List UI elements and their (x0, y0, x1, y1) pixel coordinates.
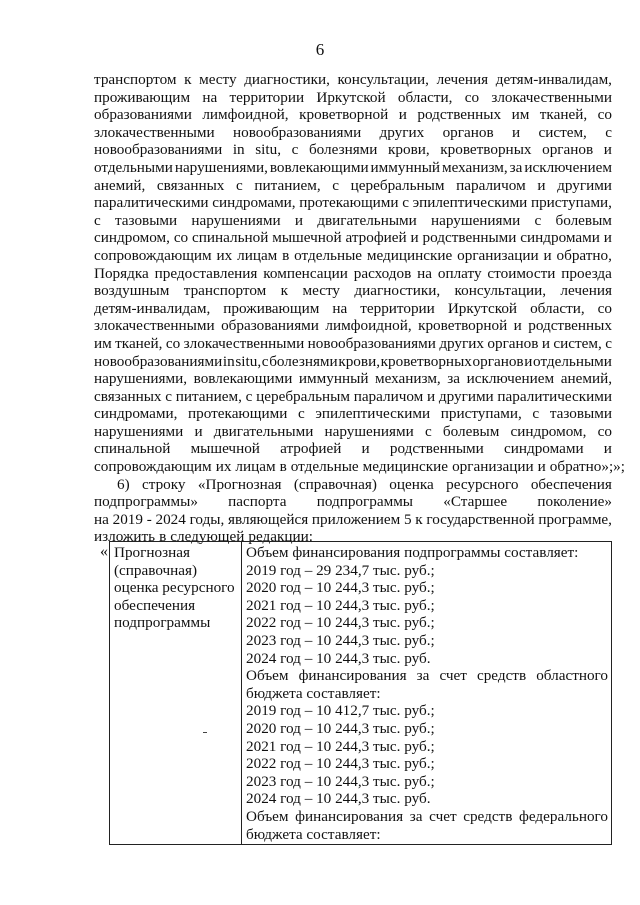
value-line: 2021 год – 10 244,3 тыс. руб.; (246, 737, 435, 755)
value-line: 2022 год – 10 244,3 тыс. руб.; (246, 614, 435, 632)
page-number: 6 (315, 40, 325, 59)
text-line: сопровождающим их лицам в отдельные медицинские организации и обратно, (94, 246, 612, 264)
value-line: 2022 год – 10 244,3 тыс. руб.; (246, 755, 435, 773)
paragraph-2 (94, 476, 612, 546)
value-line: 2021 год – 10 244,3 тыс. руб.; (246, 596, 435, 614)
label-line: (справочная) (114, 561, 198, 579)
value-line: 2024 год – 10 244,3 тыс. руб. (246, 649, 431, 667)
text-line: им тканей, со злокачественными новообразованиями других органов и систем, с (94, 334, 612, 352)
text-line: сопровождающим их лицам в отдельные медицинские организации и обратно»;»; (94, 458, 625, 476)
value-line: Объем финансирования за счет средств федерального (246, 807, 608, 825)
text-line: с тазовыми нарушениями и двигательными нарушениями с болевым (94, 211, 612, 229)
value-line: 2023 год – 10 244,3 тыс. руб.; (246, 772, 435, 790)
value-line: 2024 год – 10 244,3 тыс. руб. (246, 790, 431, 808)
text-line: паралитическими синдромами, протекающими с эпилептическими приступами, (94, 194, 612, 212)
text-line: связанных с питанием, с церебральным параличом и другими паралитическими (94, 387, 612, 405)
text-line: транспортом к месту диагностики, консультации, лечения детям-инвалидам, (94, 71, 612, 88)
text-line: анемий, связанных с питанием, с церебральным параличом и другими (94, 176, 612, 194)
value-line: Объем финансирования за счет средств областного (246, 667, 608, 685)
label-line: обеспечения (114, 596, 196, 614)
text-line: воздушным транспортом к месту диагностики, консультации, лечения (94, 282, 612, 300)
value-line: Объем финансирования подпрограммы составляет: (246, 544, 579, 561)
text-line: злокачественными образованиями лимфоидной, кроветворной и родственных (94, 317, 612, 335)
text-line: новообразованиями in situ, с болезнями крови, кроветворных органов и отдельными (94, 352, 612, 370)
text-line: синдромом, со спинальной мышечной атрофией и родственными синдромами и (94, 229, 612, 247)
text-line: изложить в следующей редакции: (94, 528, 313, 546)
value-line: 2019 год – 10 412,7 тыс. руб.; (246, 702, 435, 720)
text-line: Порядка предоставления компенсации расходов на оплату стоимости проезда (94, 264, 612, 282)
text-line: злокачественными новообразованиями других органов и систем, с (94, 123, 612, 141)
text-line: подпрограммы» паспорта подпрограммы «Старшее поколение» (94, 493, 612, 511)
text-line: синдромами, протекающими с эпилептическими приступами, с тазовыми (94, 405, 612, 423)
label-line: подпрограммы (114, 614, 211, 632)
text-line: образованиями лимфоидной, кроветворной и родственных им тканей, со (94, 106, 612, 124)
text-line: спинальной мышечной атрофией и родственными синдромами и (94, 440, 612, 458)
value-line: 2020 год – 10 244,3 тыс. руб.; (246, 719, 435, 737)
paragraph-1 (94, 71, 625, 476)
opening-quote-mark: « (100, 543, 108, 560)
text-line: нарушениями и двигательными нарушениями с болевым синдромом, со (94, 422, 612, 440)
text-line: проживающим на территории Иркутской области, со злокачественными (94, 88, 612, 106)
value-line: 2023 год – 10 244,3 тыс. руб.; (246, 631, 435, 649)
value-line: бюджета составляет: (246, 684, 381, 702)
passport-table (109, 541, 612, 845)
stray-mark (203, 732, 207, 733)
value-line: 2019 год – 29 234,7 тыс. руб.; (246, 561, 435, 579)
text-line: 6) строку «Прогнозная (справочная) оценка ресурсного обеспечения (117, 475, 612, 493)
value-line: 2020 год – 10 244,3 тыс. руб.; (246, 579, 435, 597)
row-label-cell (110, 542, 242, 845)
label-line: оценка ресурсного (114, 579, 235, 597)
label-line: Прогнозная (114, 544, 190, 561)
body-text (94, 71, 625, 546)
value-line: бюджета составляет: (246, 825, 381, 843)
text-line: нарушениями, вовлекающими иммунный механизм, за исключением анемий, (94, 370, 612, 388)
text-line: на 2019 - 2024 годы, являющейся приложением 5 к государственной программе, (94, 510, 612, 528)
text-line: отдельными нарушениями, вовлекающими иммунный механизм, за исключением (94, 158, 612, 176)
text-line: новообразованиями in situ, с болезнями крови, кроветворных органов и (94, 141, 612, 159)
row-value-cell (242, 542, 612, 845)
table-row (110, 542, 612, 845)
text-line: детям-инвалидам, проживающим на территории Иркутской области, со (94, 299, 612, 317)
